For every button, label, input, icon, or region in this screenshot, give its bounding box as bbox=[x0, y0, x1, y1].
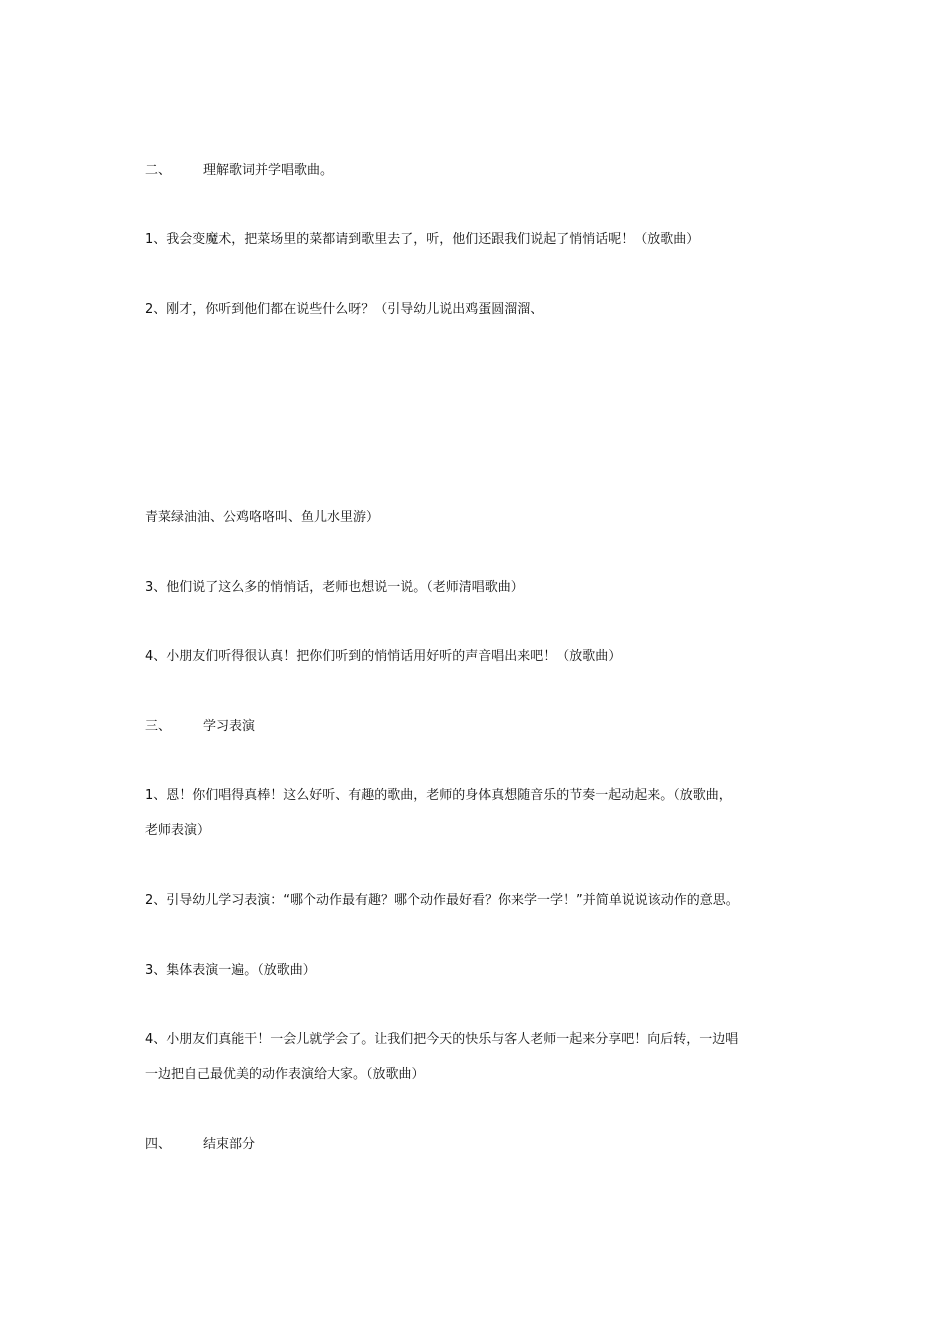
section-3-item-4-line-2: 一边把自己最优美的动作表演给大家。（放歌曲） bbox=[145, 1067, 425, 1082]
section-4-title: 结束部分 bbox=[203, 1137, 256, 1152]
section-2-item-3: 3、他们说了这么多的悄悄话，老师也想说一说。（老师清唱歌曲） bbox=[145, 580, 524, 595]
section-2-item-4: 4、小朋友们听得很认真！把你们听到的悄悄话用好听的声音唱出来吧！（放歌曲） bbox=[145, 649, 622, 664]
section-3-item-1-line-2: 老师表演） bbox=[145, 823, 211, 838]
section-3-item-1-line-1: 1、恩！你们唱得真棒！这么好听、有趣的歌曲，老师的身体真想随音乐的节奏一起动起来。（放歌曲， bbox=[145, 788, 732, 803]
section-3-item-3: 3、集体表演一遍。（放歌曲） bbox=[145, 963, 316, 978]
section-3-title: 学习表演 bbox=[203, 719, 256, 734]
section-3-item-4-line-1: 4、小朋友们真能干！一会儿就学会了。让我们把今天的快乐与客人老师一起来分享吧！向后转，一边唱 bbox=[145, 1032, 739, 1047]
section-2-item-2-line-1: 2、刚才，你听到他们都在说些什么呀？（引导幼儿说出鸡蛋圆溜溜、 bbox=[145, 302, 544, 317]
section-2-item-1: 1、我会变魔术，把菜场里的菜都请到歌里去了，听，他们还跟我们说起了悄悄话呢！（放歌曲） bbox=[145, 232, 700, 247]
section-3-number: 三、 bbox=[145, 719, 172, 734]
section-3-item-2: 2、引导幼儿学习表演：“哪个动作最有趣？哪个动作最好看？你来学一学！”并简单说说该动作的意思。 bbox=[145, 893, 739, 908]
section-2-title: 理解歌词并学唱歌曲。 bbox=[203, 163, 334, 178]
section-4-number: 四、 bbox=[145, 1137, 172, 1152]
section-2-number: 二、 bbox=[145, 163, 172, 178]
section-4-heading bbox=[145, 1136, 255, 1154]
section-3-heading bbox=[145, 718, 255, 736]
section-2-item-2-line-2: 青菜绿油油、公鸡咯咯叫、鱼儿水里游） bbox=[145, 510, 380, 525]
section-2-heading bbox=[145, 162, 333, 180]
